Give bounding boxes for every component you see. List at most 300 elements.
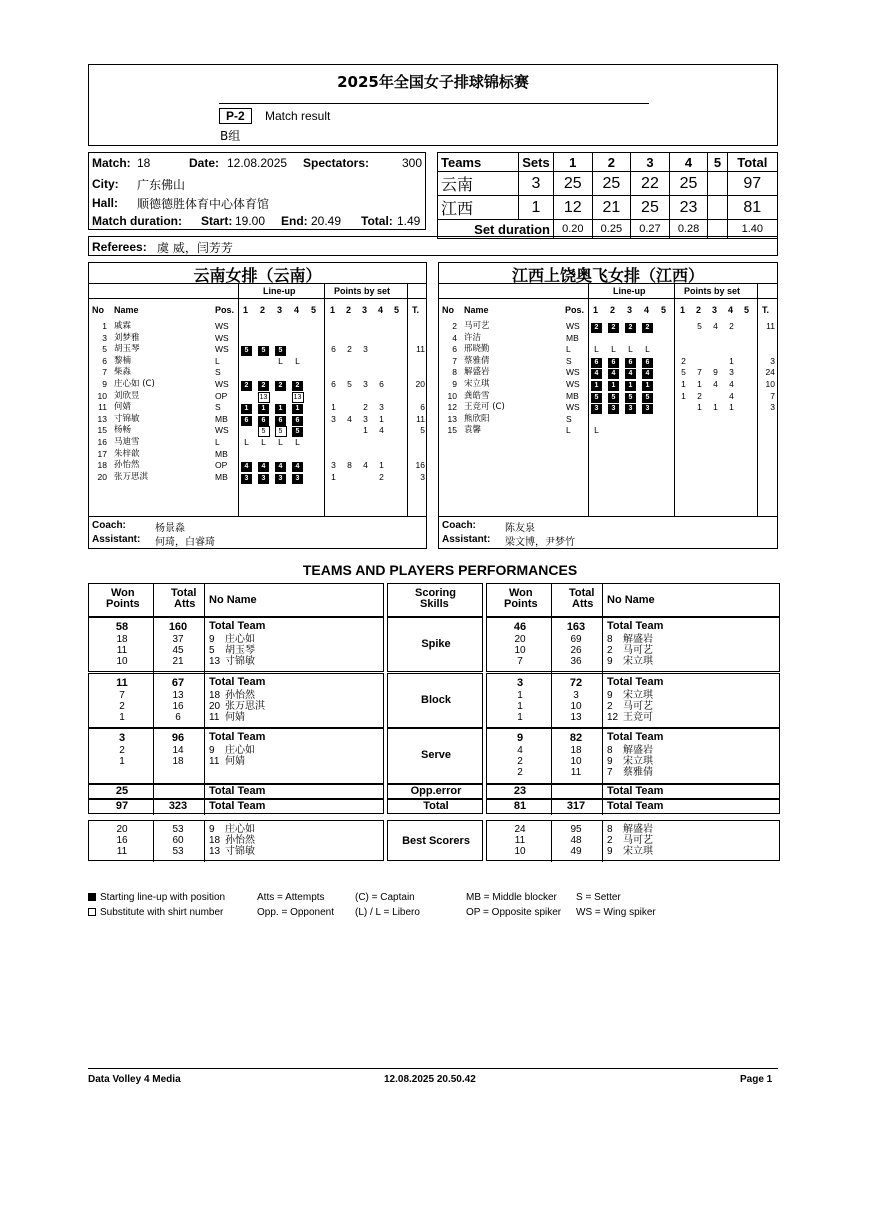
player-no: 18 [209, 690, 221, 701]
points-cell: 4 [729, 390, 734, 401]
col-set2: 2 [592, 153, 631, 172]
results-row [438, 172, 778, 196]
coach-name: 陈友泉 [505, 523, 535, 534]
group-label: B组 [220, 129, 241, 143]
col-lineup-set: 5 [661, 305, 667, 315]
col-set5: 5 [708, 153, 727, 172]
points-cell: 3 [379, 402, 384, 413]
starting-position-icon: 4 [241, 462, 252, 472]
table-divider [602, 800, 603, 815]
player-won: 4 [517, 745, 523, 756]
points-cell: 3 [729, 367, 734, 378]
points-cell: 1 [697, 379, 702, 389]
lineup-cell [240, 379, 253, 390]
table-divider [602, 674, 603, 729]
starting-position-icon: 2 [625, 323, 636, 333]
lineup-cell [291, 414, 304, 425]
lineup-cell [607, 391, 620, 402]
player-number: 18 [97, 460, 107, 471]
set-duration-label: Set duration [438, 220, 554, 239]
lineup-cell [257, 344, 270, 355]
col-pos: Pos. [215, 305, 235, 315]
table-divider [153, 729, 154, 785]
player-number: 6 [102, 355, 107, 366]
player-position: MB [215, 471, 228, 482]
starting-position-icon: 1 [241, 404, 252, 414]
player-atts: 48 [570, 835, 582, 846]
starting-position-icon: 6 [258, 416, 269, 426]
player-no: 18 [209, 835, 221, 846]
player-no: 9 [209, 745, 215, 756]
player-atts: 26 [570, 645, 582, 656]
roster-divider [588, 283, 589, 516]
libero-mark: L [261, 437, 266, 447]
opp-error-row [486, 784, 780, 799]
points-cell: 4 [713, 379, 718, 389]
player-no: 13 [209, 846, 221, 857]
team-won: 11 [116, 677, 128, 689]
player-number: 6 [452, 344, 457, 355]
player-number: 13 [447, 413, 457, 424]
header-scoring: Scoring [415, 587, 456, 599]
starting-position-icon: 4 [258, 462, 269, 472]
player-atts: 37 [172, 634, 184, 645]
legend-mb: MB = Middle blocker [466, 892, 557, 903]
starting-position-icon: 3 [275, 474, 286, 484]
skill-block [486, 728, 780, 784]
player-name: 寸锦敏 [225, 846, 255, 857]
set-duration: 0.20 [554, 220, 593, 239]
player-name: 王竞可 [623, 712, 653, 723]
skill-name-box [387, 728, 483, 784]
player-number: 16 [97, 437, 107, 447]
table-divider [551, 618, 552, 673]
roster-divider [439, 283, 777, 284]
starting-position-icon: 5 [608, 393, 619, 403]
starting-position-icon: 6 [275, 416, 286, 426]
col-points-set: 1 [680, 305, 686, 315]
city-value: 广东佛山 [137, 178, 186, 192]
lineup-cell [624, 356, 637, 367]
player-total: 16 [415, 460, 425, 471]
lineup-cell [291, 437, 304, 448]
team-won: 46 [513, 621, 527, 633]
player-name: 宋立琪 [623, 690, 653, 701]
starting-position-icon: 5 [292, 427, 303, 437]
col-no: No [92, 305, 104, 315]
points-cell: 2 [681, 355, 686, 366]
legend-substitute: Substitute with shirt number [88, 907, 223, 918]
starting-position-icon: 3 [258, 474, 269, 484]
starting-position-icon: 2 [292, 381, 303, 391]
player-number: 1 [102, 321, 107, 331]
lineup-cell [274, 356, 287, 367]
footer-page: Page 1 [740, 1074, 773, 1085]
points-cell: 2 [379, 471, 384, 482]
lineup-cell [624, 379, 637, 390]
points-cell: 1 [681, 390, 686, 401]
total-won: 97 [115, 800, 129, 812]
header-divider [219, 103, 649, 104]
total-atts: 317 [566, 800, 586, 812]
set-score: 25 [669, 172, 708, 196]
player-no: 2 [607, 645, 613, 656]
starting-position-icon: 1 [292, 404, 303, 414]
starting-position-icon: 2 [275, 381, 286, 391]
player-position: WS [566, 379, 580, 389]
col-total: T. [412, 305, 420, 315]
player-no: 20 [209, 701, 221, 712]
set-score: 25 [592, 172, 631, 196]
legend-starting: Starting line-up with position [88, 892, 225, 903]
lineup-cell [240, 437, 253, 448]
roster-divider [89, 283, 426, 284]
skill-block [88, 673, 384, 728]
player-name: 刘欣昱 [114, 390, 140, 401]
player-name: 黎楠 [114, 355, 132, 366]
player-atts: 11 [570, 767, 582, 778]
opp-error-label-box [387, 784, 483, 799]
libero-mark: L [594, 344, 599, 355]
lineup-cell [607, 356, 620, 367]
player-position: L [566, 425, 571, 436]
table-divider [204, 618, 205, 673]
starting-position-icon: 5 [241, 346, 252, 356]
player-no: 5 [209, 645, 215, 656]
match-label: Match: [92, 156, 131, 170]
player-number: 2 [452, 321, 457, 331]
col-set4: 4 [669, 153, 708, 172]
total-team-label: Total Team [607, 676, 664, 688]
skill-name-box [387, 617, 483, 672]
table-divider [204, 785, 205, 800]
set-score: 25 [631, 196, 670, 220]
perf-header [486, 583, 780, 617]
perf-header-skills [387, 583, 483, 617]
player-no: 2 [607, 835, 613, 846]
match-date: 12.08.2025 [227, 156, 288, 170]
sets-won: 3 [519, 172, 554, 196]
starting-position-icon: 5 [625, 393, 636, 403]
player-total: 3 [770, 355, 775, 366]
player-name: 马迪雪 [114, 437, 140, 447]
assistant-label: Assistant: [92, 534, 141, 545]
total-team-label: Total Team [607, 800, 664, 812]
player-name: 庄心如 [225, 634, 255, 645]
player-atts: 18 [172, 756, 184, 767]
points-cell: 4 [379, 425, 384, 436]
lineup-cell [624, 391, 637, 402]
lineup-cell [291, 356, 304, 367]
starting-position-icon: 3 [292, 474, 303, 484]
lineup-header: Line-up [613, 286, 646, 296]
player-won: 11 [116, 846, 128, 857]
points-cell: 1 [331, 471, 336, 482]
player-won: 1 [517, 701, 523, 712]
player-position: WS [215, 344, 229, 355]
set-score: 12 [554, 196, 593, 220]
team-won: 3 [118, 732, 126, 744]
total-team-label: Total Team [209, 676, 266, 688]
player-number: 11 [98, 402, 107, 413]
player-won: 18 [116, 634, 128, 645]
player-position: S [566, 413, 572, 424]
set-score [708, 172, 727, 196]
player-number: 15 [97, 425, 107, 436]
team-title: 云南女排（云南） [193, 266, 322, 285]
set-duration: 0.28 [669, 220, 708, 239]
player-no: 9 [607, 690, 613, 701]
libero-mark: L [611, 344, 616, 355]
lineup-cell [274, 379, 287, 390]
player-name: 孙怡然 [225, 690, 255, 701]
player-total: 20 [415, 379, 425, 389]
lineup-cell [274, 414, 287, 425]
player-name: 熊欣阳 [464, 413, 490, 424]
table-divider [551, 800, 552, 815]
player-no: 2 [607, 701, 613, 712]
total-team-label: Total Team [607, 620, 664, 632]
col-points-set: 2 [346, 305, 352, 315]
opp-error-label: Opp.error [410, 785, 462, 797]
player-name: 马可艺 [623, 645, 653, 656]
starting-position-icon: 2 [591, 323, 602, 333]
col-pos: Pos. [565, 305, 585, 315]
player-no: 9 [209, 634, 215, 645]
player-total: 24 [765, 367, 775, 378]
starting-position-icon: 1 [258, 404, 269, 414]
lineup-cell [291, 460, 304, 471]
player-position: S [566, 355, 572, 366]
player-name: 马可艺 [623, 835, 653, 846]
player-position: WS [215, 379, 229, 389]
lineup-cell [624, 402, 637, 413]
lineup-cell [641, 356, 654, 367]
points-cell: 9 [713, 367, 718, 378]
starting-position-icon: 4 [292, 462, 303, 472]
table-divider [204, 800, 205, 815]
start-time: 19.00 [235, 214, 266, 228]
player-name: 何婧 [114, 402, 132, 413]
player-won: 1 [119, 712, 125, 723]
player-name: 许洁 [464, 332, 482, 343]
starting-position-icon: 3 [591, 404, 602, 414]
substitute-number: 13 [258, 392, 270, 403]
points-cell: 7 [697, 367, 702, 378]
player-position: MB [566, 332, 579, 343]
player-won: 2 [517, 767, 523, 778]
skill-name-box [387, 673, 483, 728]
libero-mark: L [645, 344, 650, 355]
starting-position-icon: 6 [591, 358, 602, 368]
points-cell: 2 [729, 321, 734, 331]
starting-position-icon: 3 [625, 404, 636, 414]
perf-header [88, 583, 384, 617]
player-number: 9 [102, 379, 107, 389]
roster-divider [439, 298, 777, 299]
player-won: 11 [514, 835, 526, 846]
total-team-label: Total Team [209, 620, 266, 632]
libero-mark: L [295, 437, 300, 447]
total-points: 97 [727, 172, 777, 196]
player-no: 8 [607, 824, 613, 835]
header-atts: Atts [174, 598, 196, 610]
player-name: 寸锦敏 [114, 413, 140, 424]
doc-code: P-2 [219, 108, 252, 124]
coach-label: Coach: [92, 520, 126, 531]
player-position: S [215, 367, 221, 378]
libero-mark: L [278, 437, 283, 447]
col-set1: 1 [554, 153, 593, 172]
player-won: 10 [514, 645, 526, 656]
libero-mark: L [295, 355, 300, 366]
player-number: 7 [102, 367, 107, 378]
player-name: 寸锦敏 [225, 656, 255, 667]
libero-mark: L [244, 437, 249, 447]
set-score: 22 [631, 172, 670, 196]
points-cell: 6 [331, 379, 336, 389]
points-cell: 4 [729, 379, 734, 389]
starting-position-icon: 4 [625, 369, 636, 379]
lineup-cell [274, 472, 287, 483]
hall-label: Hall: [92, 196, 119, 210]
starting-position-icon: 1 [642, 381, 653, 391]
header-points: Points [106, 598, 140, 610]
lineup-cell [240, 472, 253, 483]
table-divider [602, 729, 603, 785]
points-header: Points by set [684, 286, 741, 296]
player-number: 10 [447, 390, 457, 401]
lineup-cell [274, 402, 287, 413]
table-divider [551, 584, 552, 618]
lineup-cell [257, 414, 270, 425]
starting-position-icon: 3 [608, 404, 619, 414]
player-position: L [215, 437, 220, 447]
player-won: 2 [517, 756, 523, 767]
col-lineup-set: 2 [610, 305, 616, 315]
empty-square-icon [88, 908, 96, 916]
player-position: WS [566, 402, 580, 413]
set-score: 25 [554, 172, 593, 196]
lineup-cell [291, 391, 304, 402]
results-table [437, 152, 778, 239]
player-number: 20 [97, 471, 107, 482]
player-number: 4 [452, 332, 457, 343]
starting-position-icon: 1 [591, 381, 602, 391]
team-atts: 160 [168, 621, 188, 633]
legend-atts: Atts = Attempts [257, 892, 325, 903]
player-position: L [215, 355, 220, 366]
player-name: 庄心如 [225, 745, 255, 756]
col-lineup-set: 3 [627, 305, 633, 315]
competition-title: 2025年全国女子排球锦标赛 [337, 73, 529, 91]
team-a-roster [88, 262, 427, 549]
lineup-cell [274, 425, 287, 436]
player-name: 宋立琪 [623, 756, 653, 767]
total-team-label: Total Team [209, 800, 266, 812]
table-divider [602, 584, 603, 618]
player-atts: 6 [175, 712, 181, 723]
player-name: 解盛岩 [464, 367, 490, 378]
footer-divider [88, 1068, 778, 1069]
player-name: 袁馨 [464, 425, 482, 436]
player-total: 3 [420, 471, 425, 482]
player-won: 7 [119, 690, 125, 701]
points-cell: 1 [363, 425, 368, 436]
player-number: 10 [97, 390, 107, 401]
col-points-set: 4 [378, 305, 384, 315]
col-no: No [442, 305, 454, 315]
player-atts: 45 [172, 645, 184, 656]
col-lineup-set: 1 [243, 305, 249, 315]
points-cell: 3 [331, 413, 336, 424]
player-name: 宋立琪 [623, 656, 653, 667]
hall-value: 顺德德胜体育中心体育馆 [137, 197, 270, 211]
lineup-cell [257, 391, 270, 402]
lineup-cell [240, 414, 253, 425]
header-skills: Skills [420, 598, 449, 610]
roster-divider [238, 283, 239, 516]
col-points-set: 4 [728, 305, 734, 315]
best-scorers-label: Best Scorers [402, 835, 470, 847]
match-number: 18 [137, 156, 151, 170]
player-position: WS [566, 321, 580, 331]
player-atts: 14 [172, 745, 184, 756]
lineup-cell [257, 425, 270, 436]
table-divider [204, 729, 205, 785]
lineup-cell [291, 379, 304, 390]
player-name: 解盛岩 [623, 824, 653, 835]
points-cell: 2 [347, 344, 352, 355]
legend-captain: (C) = Captain [355, 892, 415, 903]
player-position: L [566, 344, 571, 355]
table-divider [153, 618, 154, 673]
assistant-label: Assistant: [442, 534, 491, 545]
col-lineup-set: 2 [260, 305, 266, 315]
player-won: 10 [116, 656, 128, 667]
team-atts: 82 [569, 732, 583, 744]
player-name: 龚皓雪 [464, 390, 490, 401]
starting-position-icon: 2 [608, 323, 619, 333]
player-name: 张万思淇 [114, 471, 149, 482]
doc-title: Match result [265, 109, 331, 123]
col-total: Total [727, 153, 777, 172]
roster-divider [324, 283, 325, 516]
header-box [88, 64, 778, 146]
header-total: Total [569, 587, 595, 599]
points-cell: 1 [729, 402, 734, 413]
opp-error-won: 25 [115, 785, 129, 797]
player-position: MB [566, 390, 579, 401]
lineup-cell [257, 472, 270, 483]
lineup-cell [624, 344, 637, 355]
player-no: 8 [607, 745, 613, 756]
starting-position-icon: 6 [241, 416, 252, 426]
spectators-value: 300 [402, 156, 423, 170]
lineup-cell [240, 402, 253, 413]
lineup-cell [607, 321, 620, 332]
points-cell: 6 [379, 379, 384, 389]
player-total: 5 [420, 425, 425, 436]
col-teams: Teams [438, 153, 519, 172]
player-number: 5 [102, 344, 107, 355]
points-cell: 4 [713, 321, 718, 331]
player-total: 7 [770, 390, 775, 401]
player-total: 11 [416, 344, 425, 355]
skill-name: Serve [421, 749, 451, 761]
col-name: Name [464, 305, 489, 315]
points-cell: 4 [347, 413, 352, 424]
